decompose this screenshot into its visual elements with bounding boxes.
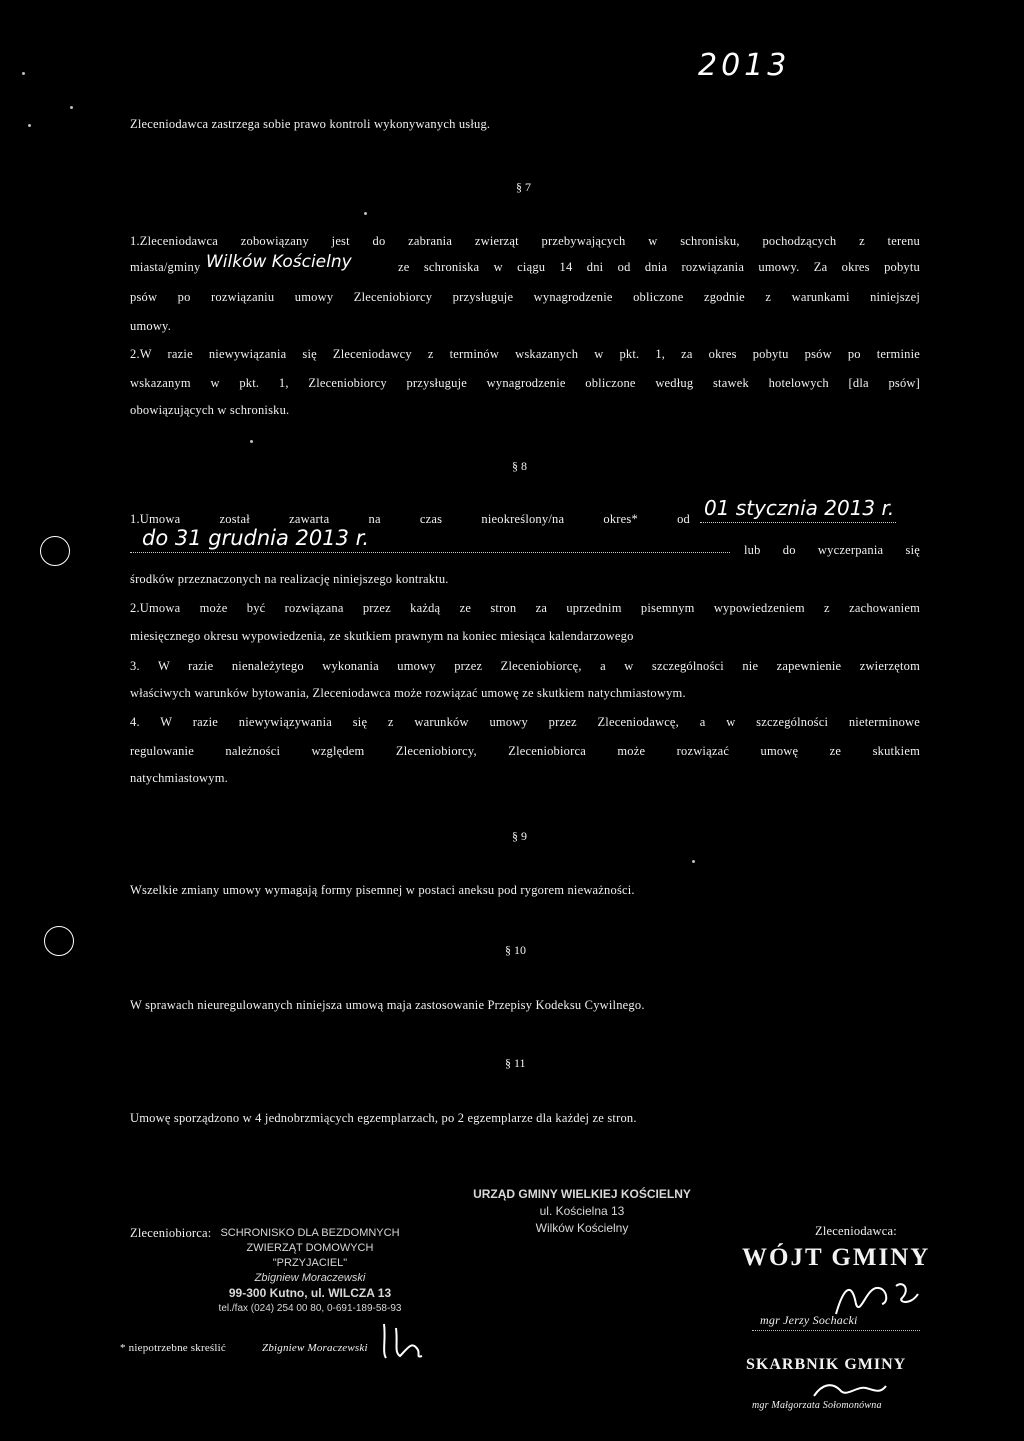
s7-p2-line1: 2.W razie niewywiązania się Zleceniodawcy z terminów wskazanych w pkt. 1, za okres pobytu psów po terminie (130, 347, 920, 361)
section-10-heading: § 10 (505, 943, 526, 957)
scan-speck (250, 440, 253, 443)
stamp-line: ZWIERZĄT DOMOWYCH (246, 1242, 374, 1254)
s8-p1-line3: środków przeznaczonych na realizację niniejszego kontraktu. (130, 572, 449, 586)
section-11-heading: § 11 (505, 1056, 526, 1070)
s8-p2-line1: 2.Umowa może być rozwiązana przez każdą ze stron za uprzednim pisemnym wypowiedzeniem z zachowaniem (130, 601, 920, 615)
s8-handwritten-to-date: do 31 grudnia 2013 r. (142, 526, 370, 550)
s8-p1-line1a: 1.Umowa został zawarta na czas nieokreślony/na okres* od (130, 512, 690, 526)
s9-text: Wszelkie zmiany umowy wymagają formy pisemnej w postaci aneksu pod rygorem nieważności. (130, 883, 635, 897)
office-stamp (462, 1186, 702, 1237)
s7-p1-line2b: ze schroniska w ciągu 14 dni od dnia rozwiązania umowy. Za okres pobytu (398, 260, 920, 274)
client-label: Zleceniodawca: (815, 1224, 897, 1238)
handwritten-year: 2013 (698, 48, 791, 83)
contractor-stamp (180, 1226, 440, 1316)
scan-speck (22, 72, 25, 75)
scan-speck (70, 106, 73, 109)
s10-text: W sprawach nieuregulowanych niniejsza umową maja zastosowanie Przepisy Kodeksu Cywilnego. (130, 998, 645, 1012)
mayor-name: mgr Jerzy Sochacki (760, 1313, 858, 1327)
stamp-line: URZĄD GMINY WIELKIEJ KOŚCIELNY (473, 1187, 691, 1201)
mayor-title: WÓJT GMINY (742, 1244, 931, 1271)
contractor-label: Zleceniobiorca: (130, 1226, 212, 1240)
s7-p1-line3: psów po rozwiązaniu umowy Zleceniobiorcy przysługuje wynagrodzenie obliczone zgodnie z warunkami niniejszej (130, 290, 920, 304)
mayor-dotted-line (752, 1330, 920, 1331)
contractor-name: Zbigniew Moraczewski (262, 1342, 368, 1354)
s7-handwritten-municipality: Wilków Kościelny (206, 252, 352, 272)
s8-from-dotted-line (700, 522, 896, 523)
scan-speck (28, 124, 31, 127)
s7-p2-line2: wskazanym w pkt. 1, Zleceniobiorcy przysługuje wynagrodzenie obliczone według stawek hotelowych [dla psów] (130, 376, 920, 390)
section-9-heading: § 9 (512, 829, 527, 843)
stamp-line: Wilków Kościelny (535, 1221, 629, 1235)
intro-line: Zleceniodawca zastrzega sobie prawo kontroli wykonywanych usług. (130, 117, 491, 131)
contractor-signature (378, 1320, 428, 1362)
scan-speck (364, 212, 367, 215)
stamp-line: tel./fax (024) 254 00 80, 0-691-189-58-93 (218, 1303, 402, 1314)
treasurer-title: SKARBNIK GMINY (746, 1356, 907, 1373)
s8-p4-line2: regulowanie należności względem Zleceniobiorcy, Zleceniobiorca może rozwiązać umowę ze skutkiem (130, 744, 920, 758)
s8-p2-line2: miesięcznego okresu wypowiedzenia, ze skutkiem prawnym na koniec miesiąca kalendarzowego (130, 629, 634, 643)
section-8-heading: § 8 (512, 459, 527, 473)
scan-speck (692, 860, 695, 863)
s8-p1-line2b: lub do wyczerpania się (744, 543, 920, 557)
punch-hole-top (40, 536, 70, 566)
s8-handwritten-from-date: 01 stycznia 2013 r. (704, 496, 895, 520)
s7-p1-line4: umowy. (130, 319, 172, 333)
stamp-line: ul. Kościelna 13 (539, 1204, 625, 1218)
s8-p3-line2: właściwych warunków bytowania, Zleceniodawca może rozwiązać umowę ze skutkiem natychmiastowym. (130, 686, 686, 700)
s7-p1-line2a: miasta/gminy (130, 260, 201, 274)
treasurer-name: mgr Małgorzata Sołomonówna (752, 1400, 882, 1411)
footnote: * niepotrzebne skreślić (120, 1342, 227, 1354)
stamp-line: 99-300 Kutno, ul. WILCZA 13 (228, 1286, 392, 1300)
s8-p3-line1: 3. W razie nienależytego wykonania umowy przez Zleceniobiorcę, a w szczególności nie zapewnienie zwierzętom (130, 659, 920, 673)
s8-p4-line3: natychmiastowym. (130, 771, 228, 785)
s11-text: Umowę sporządzono w 4 jednobrzmiących egzemplarzach, po 2 egzemplarze dla każdej ze stron. (130, 1111, 637, 1125)
s7-p2-line3: obowiązujących w schronisku. (130, 403, 290, 417)
s8-to-dotted-line (130, 552, 730, 553)
stamp-line: SCHRONISKO DLA BEZDOMNYCH (220, 1227, 400, 1239)
s7-p1-line1: 1.Zleceniodawca zobowiązany jest do zabrania zwierząt przebywających w schronisku, pochodzących z terenu (130, 234, 920, 248)
stamp-line: Zbigniew Moraczewski (254, 1272, 366, 1284)
stamp-line: "PRZYJACIEL" (272, 1257, 348, 1269)
section-7-heading: § 7 (516, 180, 531, 194)
s8-p4-line1: 4. W razie niewywiązywania się z warunków umowy przez Zleceniodawcę, a w szczególności nieterminowe (130, 715, 920, 729)
punch-hole-bottom (44, 926, 74, 956)
